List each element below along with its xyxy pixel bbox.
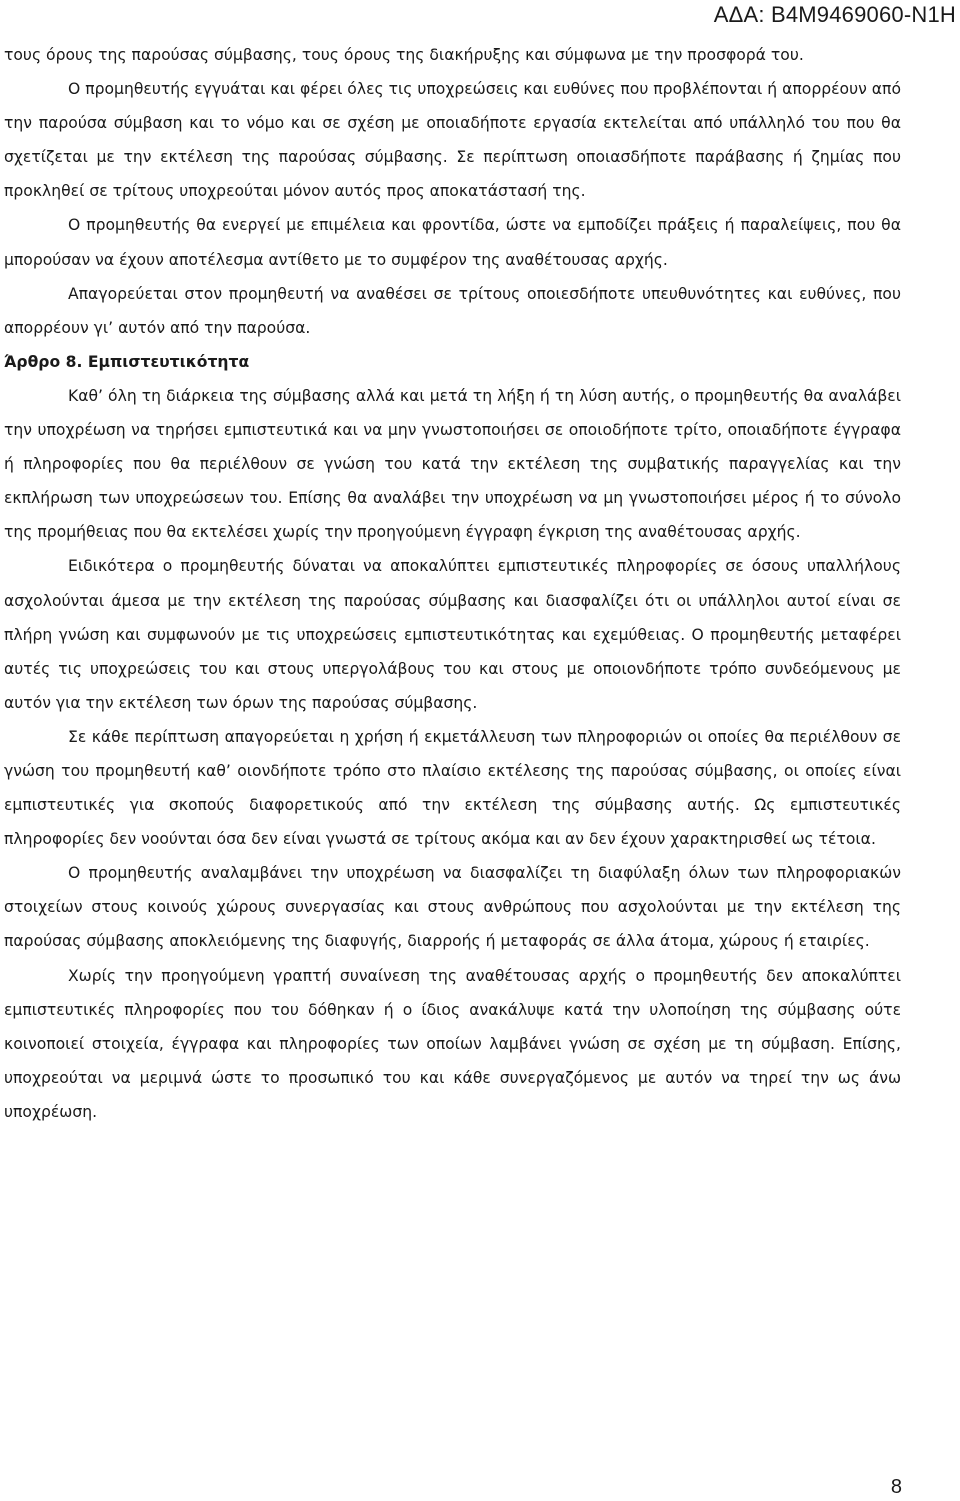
page-number: 8 (890, 1476, 902, 1498)
paragraph-confidentiality-duration: Καθ’ όλη τη διάρκεια της σύμβασης αλλά και μετά τη λήξη ή τη λύση αυτής, ο προμηθευτής θα αναλάβει την υποχρέωση να τηρήσει εμπιστευτικά και να μην γνωστοποιήσει σε οποιοδήποτε τρίτο, οποιαδήποτε έγγραφα ή πληροφορίες που θα περιέλθουν σε γνώση του κατά την εκτέλεση της συμβατικής παραγγελίας και την εκπλήρωση των υποχρεώσεων του. Επίσης θα αναλάβει την υποχρέωση να μη γνωστοποιήσει μέρος ή το σύνολο της προμήθειας που θα εκτελέσει χωρίς την προηγούμενη έγγραφη έγκριση της αναθέτουσας αρχής. (4, 386, 901, 542)
paragraph-disclosure-consent: Χωρίς την προηγούμενη γραπτή συναίνεση της αναθέτουσας αρχής ο προμηθευτής δεν αποκαλύπτει εμπιστευτικές πληροφορίες που του δόθηκαν ή ο ίδιος ανακάλυψε κατά την υλοποίηση της σύμβασης ούτε κοινοποιεί στοιχεία, έγγραφα και πληροφορίες των οποίων λαμβάνει γνώση σε σχέση με τη σύμβαση. Επίσης, υποχρεούται να μεριμνά ώστε το προσωπικό του και κάθε συνεργαζόμενος με αυτόν να τηρεί την ως άνω υποχρέωση. (4, 966, 901, 1121)
paragraph-contract-terms: τους όρους της παρούσας σύμβασης, τους όρους της διακήρυξης και σύμφωνα με την προσφορά του. (4, 46, 804, 64)
paragraph-confidentiality-employees: Ειδικότερα ο προμηθευτής δύναται να αποκαλύπτει εμπιστευτικές πληροφορίες σε όσους υπαλλήλους ασχολούνται άμεσα με την εκτέλεση της παρούσας σύμβασης και διασφαλίζει ότι οι υπάλληλοι αυτοί είναι σε πλήρη γνώση και συμφωνούν με τις υποχρεώσεις εμπιστευτικότητας και εχεμύθειας. Ο προμηθευτής μεταφέρει αυτές τις υποχρεώσεις του και στους υπεργολάβους του και στους με οποιονδήποτε τρόπο συνδεόμενους με αυτόν για την εκτέλεση των όρων της παρούσας σύμβασης. (4, 557, 901, 712)
paragraph-assignment-prohibition: Απαγορεύεται στον προμηθευτή να αναθέσει σε τρίτους οποιεσδήποτε υπευθυνότητες και ευθύνες, που απορρέουν γι’ αυτόν από την παρούσα. (4, 284, 901, 337)
ada-code: ΑΔΑ: Β4Μ9469060-Ν1Η (713, 2, 956, 27)
paragraph-information-safeguarding: Ο προμηθευτής αναλαμβάνει την υποχρέωση να διασφαλίζει τη διαφύλαξη όλων των πληροφοριακών στοιχείων στους κοινούς χώρους συνεργασίας και στους ανθρώπους που ασχολούνται με την εκτέλεση της παρούσας σύμβασης αποκλειόμενης της διαφυγής, διαρροής ή μεταφοράς σε άλλα άτομα, χώρους ή εταιρίες. (4, 864, 901, 951)
article-8-heading: Άρθρο 8. Εμπιστευτικότητα (4, 352, 250, 371)
document-body (4, 38, 901, 1129)
paragraph-supplier-diligence: Ο προμηθευτής θα ενεργεί με επιμέλεια και φροντίδα, ώστε να εμποδίζει πράξεις ή παραλείψεις, που θα μπορούσαν να έχουν αποτέλεσμα αντίθετο με το συμφέρον της αναθέτουσας αρχής. (4, 216, 901, 269)
paragraph-information-use: Σε κάθε περίπτωση απαγορεύεται η χρήση ή εκμετάλλευση των πληροφοριών οι οποίες θα περιέλθουν σε γνώση του προμηθευτή καθ’ οιονδήποτε τρόπο στο πλαίσιο εκτέλεσης της παρούσας σύμβασης, οι οποίες είναι εμπιστευτικές για σκοπούς διαφορετικούς από την εκτέλεση της σύμβασης αυτής. Ως εμπιστευτικές πληροφορίες δεν νοούνται όσα δεν είναι γνωστά σε τρίτους ακόμα και αν δεν έχουν χαρακτηρισθεί ως τέτοια. (4, 727, 901, 849)
paragraph-supplier-liability: Ο προμηθευτής εγγυάται και φέρει όλες τις υποχρεώσεις και ευθύνες που προβλέπονται ή απορρέουν από την παρούσα σύμβαση και το νόμο και σε σχέση με οποιαδήποτε εργασία εκτελείται από υπάλληλό του που θα σχετίζεται με την εκτέλεση της παρούσας σύμβασης. Σε περίπτωση οποιασδήποτε παράβασης ή ζημίας που προκληθεί σε τρίτους υποχρεούται μόνον αυτός προς αποκατάστασή της. (4, 80, 901, 201)
